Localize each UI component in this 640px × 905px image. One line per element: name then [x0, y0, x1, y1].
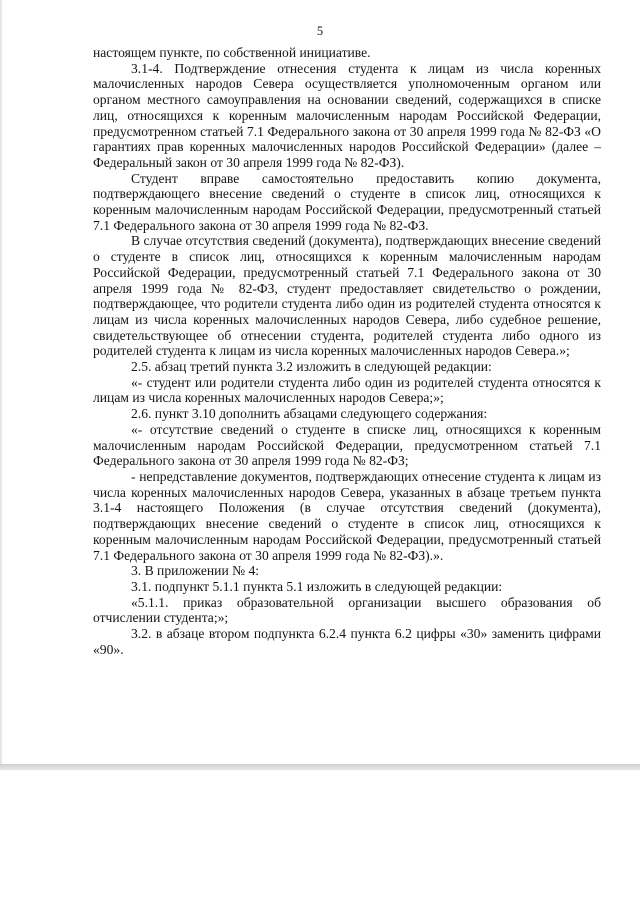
paragraph: 2.5. абзац третий пункта 3.2 изложить в следующей редакции:	[131, 359, 492, 375]
page-number: 5	[316, 24, 324, 38]
paragraph: 3. В приложении № 4:	[131, 563, 260, 579]
paragraph: 2.6. пункт 3.10 дополнить абзацами следующего содержания:	[131, 406, 488, 422]
paragraph: 3.1-4. Подтверждение отнесения студента к лицам из числа коренных малочисленных народов Севера осуществляется уполномоченным органом или органом местного самоуправления на основании сведений, содержащихся в списке лиц, относящихся к коренным малочисленным народам Российской Федерации, предусмотренном статьей 7.1 Федерального закона от 30 апреля 1999 года № 82-ФЗ «О гарантиях прав коренных малочисленных народов Российской Федерации» (далее – Федеральный закон от 30 апреля 1999 года № 82-ФЗ).	[93, 60, 601, 170]
paragraph: 3.1. подпункт 5.1.1 пункта 5.1 изложить в следующей редакции:	[131, 578, 503, 594]
paragraph: «5.1.1. приказ образовательной организации высшего образования об отчислении студента;»;	[93, 594, 601, 626]
paragraph: настоящем пункте, по собственной инициативе.	[93, 45, 371, 60]
page-shadow	[0, 0, 3, 768]
paragraph: «- отсутствие сведений о студенте в списке лиц, относящихся к коренным малочисленным народам Российской Федерации, предусмотренном статьей 7.1 Федерального закона от 30 апреля 1999 года № 82-ФЗ;	[93, 421, 601, 469]
paragraph: «- студент или родители студента либо один из родителей студента относятся к лицам из числа коренных малочисленных народов Севера;»;	[93, 374, 601, 406]
paragraph: В случае отсутствия сведений (документа), подтверждающих внесение сведений о студенте в список лиц, относящихся к коренным малочисленным народам Российской Федерации, предусмотренный статьей 7.1 Федерального закона от 30 апреля 1999 года № 82-ФЗ, студент предоставляет свидетельство о рождении, подтверждающее, что родители студента либо один из родителей студента относятся к лицам из числа коренных малочисленных народов Севера, либо судебное решение, свидетельствующее об отнесении студента, родителей студента либо одного из родителей студента к лицам из числа коренных малочисленных народов Севера.»;	[93, 233, 601, 359]
page-bottom-edge	[0, 764, 640, 770]
paragraph: 3.2. в абзаце втором подпункта 6.2.4 пункта 6.2 цифры «30» заменить цифрами «90».	[93, 626, 601, 657]
document-body	[93, 45, 601, 657]
paragraph: - непредставление документов, подтверждающих отнесение студента к лицам из числа коренных малочисленных народов Севера, указанных в абзаце третьем пункта 3.1-4 настоящего Положения (в случае отсутствия сведений (документа), подтверждающих внесение сведений о студенте в список лиц, относящихся к коренным малочисленным народам Российской Федерации, предусмотренный статьей 7.1 Федерального закона от 30 апреля 1999 года № 82-ФЗ).».	[93, 468, 601, 563]
paragraph: Студент вправе самостоятельно предоставить копию документа, подтверждающего внесение сведений о студенте в список лиц, относящихся к коренным малочисленным народам Российской Федерации, предусмотренный статьей 7.1 Федерального закона от 30 апреля 1999 года № 82-ФЗ.	[93, 170, 601, 233]
